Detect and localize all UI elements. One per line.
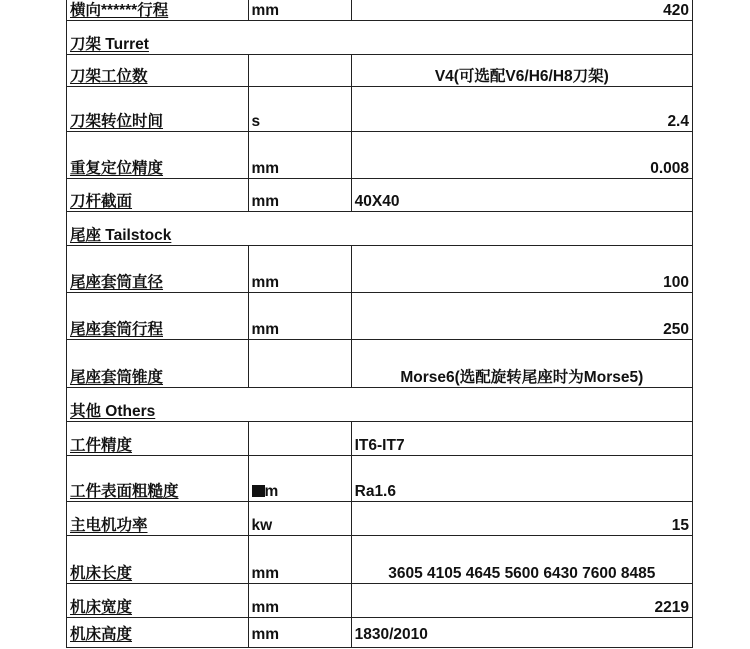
row-unit: m — [248, 456, 351, 502]
row-value: 2219 — [351, 584, 692, 618]
section-title: 其他 Others — [67, 388, 693, 422]
table-row — [67, 0, 693, 21]
spec-table — [66, 0, 693, 648]
row-unit — [248, 55, 351, 87]
row-value: V4(可选配V6/H6/H8刀架) — [351, 55, 692, 87]
row-value: 0.008 — [351, 132, 692, 179]
row-unit: mm — [248, 293, 351, 340]
table-row — [67, 246, 693, 293]
row-value: 15 — [351, 502, 692, 536]
section-row — [67, 212, 693, 246]
table-row — [67, 293, 693, 340]
table-row — [67, 584, 693, 618]
row-value: 100 — [351, 246, 692, 293]
row-name: 横向******行程 — [67, 0, 249, 21]
row-value: 1830/2010 — [351, 618, 692, 648]
row-name: 机床高度 — [67, 618, 249, 648]
row-name: 主电机功率 — [67, 502, 249, 536]
row-name: 尾座套筒直径 — [67, 246, 249, 293]
row-unit: mm — [248, 179, 351, 212]
row-unit: mm — [248, 0, 351, 21]
row-unit: mm — [248, 246, 351, 293]
table-row — [67, 536, 693, 584]
row-name: 重复定位精度 — [67, 132, 249, 179]
row-name: 尾座套筒行程 — [67, 293, 249, 340]
row-name: 刀架工位数 — [67, 55, 249, 87]
row-name: 机床宽度 — [67, 584, 249, 618]
unknown-glyph-icon — [252, 485, 265, 497]
row-unit: mm — [248, 132, 351, 179]
row-name: 机床长度 — [67, 536, 249, 584]
row-unit: s — [248, 87, 351, 132]
row-value: 3605 4105 4645 5600 6430 7600 8485 — [351, 536, 692, 584]
row-unit: kw — [248, 502, 351, 536]
table-row — [67, 179, 693, 212]
table-row — [67, 132, 693, 179]
table-row — [67, 422, 693, 456]
table-row — [67, 55, 693, 87]
row-name: 工件精度 — [67, 422, 249, 456]
row-value: 420 — [351, 0, 692, 21]
section-row — [67, 21, 693, 55]
row-unit — [248, 340, 351, 388]
row-name: 工件表面粗糙度 — [67, 456, 249, 502]
section-row — [67, 388, 693, 422]
section-title: 尾座 Tailstock — [67, 212, 693, 246]
table-row — [67, 456, 693, 502]
table-row — [67, 87, 693, 132]
row-unit: mm — [248, 536, 351, 584]
row-value: 2.4 — [351, 87, 692, 132]
row-unit: mm — [248, 584, 351, 618]
row-value: Ra1.6 — [351, 456, 692, 502]
table-row — [67, 618, 693, 648]
row-value: 40X40 — [351, 179, 692, 212]
table-row — [67, 340, 693, 388]
section-title: 刀架 Turret — [67, 21, 693, 55]
row-name: 尾座套筒锥度 — [67, 340, 249, 388]
row-name: 刀杆截面 — [67, 179, 249, 212]
row-name: 刀架转位时间 — [67, 87, 249, 132]
row-unit — [248, 422, 351, 456]
row-unit: mm — [248, 618, 351, 648]
row-value: 250 — [351, 293, 692, 340]
table-row — [67, 502, 693, 536]
row-value: Morse6(选配旋转尾座时为Morse5) — [351, 340, 692, 388]
row-value: IT6-IT7 — [351, 422, 692, 456]
